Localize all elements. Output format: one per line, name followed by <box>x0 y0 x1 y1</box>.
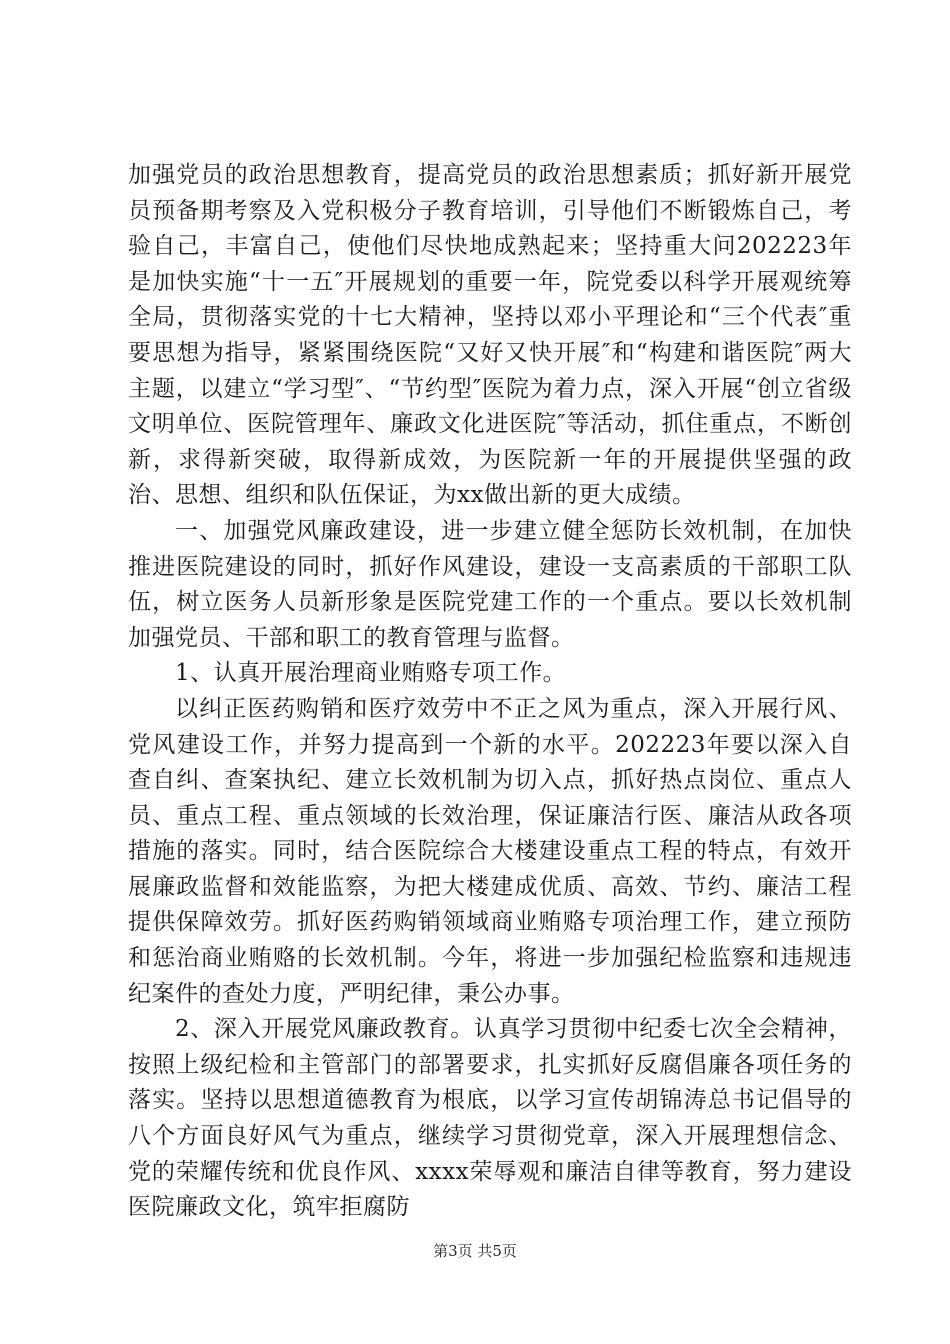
paragraph-section-one: 一、加强党风廉政建设，进一步建立健全惩防长效机制，在加快推进医院建设的同时，抓好作风建设，建设一支高素质的干部职工队伍，树立医务人员新形象是医院党建工作的一个重点。要以长效机制加强党员、干部和职工的教育管理与监督。 <box>128 517 852 651</box>
paragraph-item-one-heading: 1、认真开展治理商业贿赂专项工作。 <box>175 660 567 687</box>
paragraph-item-one-body: 以纠正医药购销和医疗效劳中不正之风为重点，深入开展行风、党风建设工作，并努力提高到一个新的水平。202223年要以深入自查自纠、查案执纪、建立长效机制为切入点，抓好热点岗位、重点人员、重点工程、重点领域的长效治理，保证廉洁行医、廉洁从政各项措施的落实。同时，结合医院综合大楼建设重点工程的特点，有效开展廉政监督和效能监察，为把大楼建成优质、高效、节约、廉洁工程提供保障效劳。抓好医药购销领域商业贿赂专项治理工作，建立预防和惩治商业贿赂的长效机制。今年，将进一步加强纪检监察和违规违纪案件的查处力度，严明纪律，秉公办事。 <box>128 695 852 1007</box>
document-body <box>128 158 852 1226</box>
page-footer: 第3页 共5页 <box>433 1242 517 1260</box>
paragraph-item-two: 2、深入开展党风廉政教育。认真学习贯彻中纪委七次全会精神，按照上级纪检和主管部门的部署要求，扎实抓好反腐倡廉各项任务的落实。坚持以思想道德教育为根底，以学习宣传胡锦涛总书记倡导的八个方面良好风气为重点，继续学习贯彻党章，深入开展理想信念、党的荣耀传统和优良作风、xxxx荣辱观和廉洁自律等教育，努力建设医院廉政文化，筑牢拒腐防 <box>128 1016 852 1221</box>
paragraph-intro: 加强党员的政治思想教育，提高党员的政治思想素质；抓好新开展党员预备期考察及入党积极分子教育培训，引导他们不断锻炼自己，考验自己，丰富自己，使他们尽快地成熟起来；坚持重大问202223年是加快实施“十一五″开展规划的重要一年，院党委以科学开展观统筹全局，贯彻落实党的十七大精神，坚持以邓小平理论和“三个代表″重要思想为指导，紧紧围绕医院“又好又快开展″和“构建和谐医院″两大主题，以建立“学习型″、“节约型″医院为着力点，深入开展“创立省级文明单位、医院管理年、廉政文化进医院″等活动，抓住重点，不断创新，求得新突破，取得新成效，为医院新一年的开展提供坚强的政治、思想、组织和队伍保证，为xx做出新的更大成绩。 <box>128 162 852 509</box>
